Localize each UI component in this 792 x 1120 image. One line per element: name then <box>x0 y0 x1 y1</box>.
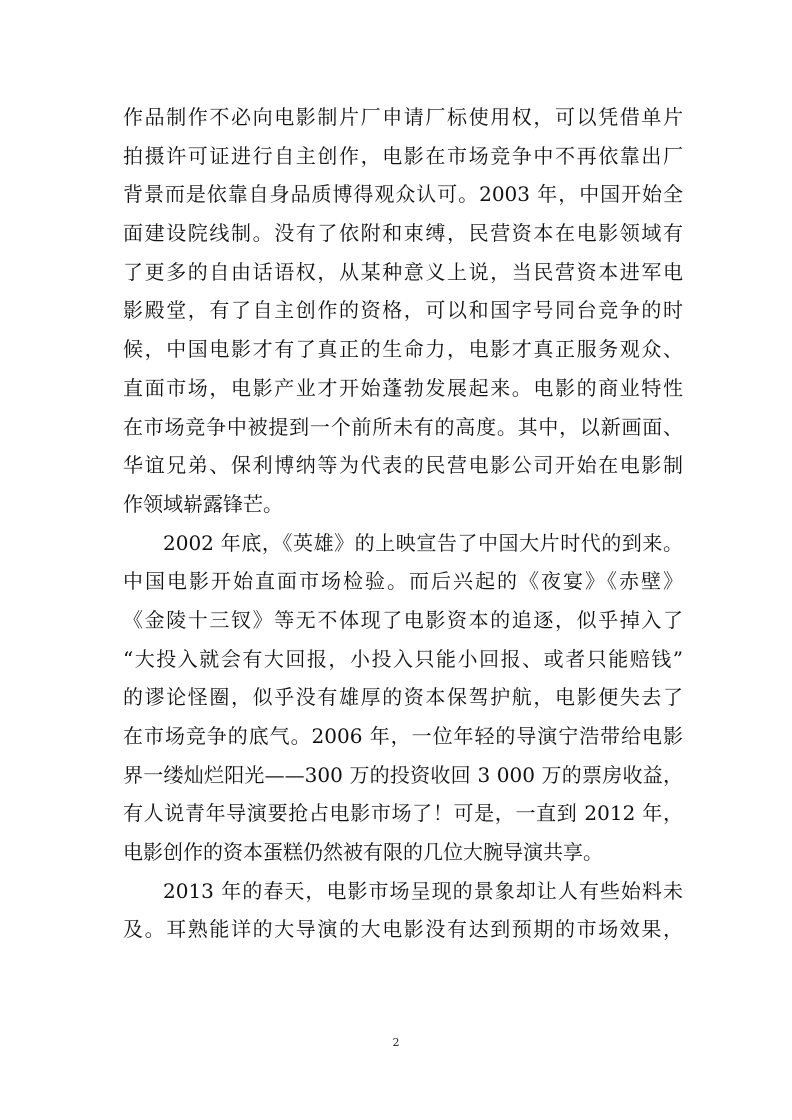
text-line: 作品制作不必向电影制片厂申请厂标使用权，可以凭借单片 <box>123 105 683 129</box>
text-line: 了更多的自由话语权，从某种意义上说，当民营资本进军电 <box>123 259 683 284</box>
text-line: 在市场竞争的底气。2006 年，一位年轻的导演宁浩带给电影 <box>123 724 683 748</box>
text-line: 界一缕灿烂阳光——300 万的投资收回 3 000 万的票房收益， <box>123 762 683 787</box>
text-line: 直面市场，电影产业才开始蓬勃发展起来。电影的商业特性 <box>123 375 683 400</box>
text-line: “大投入就会有大回报，小投入只能小回报、或者只能赔钱” <box>123 646 683 671</box>
text-line: 面建设院线制。没有了依附和束缚，民营资本在电影领域有 <box>123 221 683 246</box>
text-line: 背景而是依靠自身品质博得观众认可。2003 年，中国开始全 <box>123 182 683 207</box>
text-line: 影殿堂，有了自主创作的资格，可以和国字号同台竞争的时 <box>123 298 683 323</box>
paragraph-start-line: 2013 年的春天，电影市场呈现的景象却让人有些始料未 <box>163 878 683 903</box>
text-line: 候，中国电影才有了真正的生命力，电影才真正服务观众、 <box>123 337 683 362</box>
page-number: 2 <box>392 1036 400 1049</box>
text-line: 有人说青年导演要抢占电影市场了！可是，一直到 2012 年， <box>123 801 683 826</box>
text-line: 电影创作的资本蛋糕仍然被有限的几位大腕导演共享。 <box>123 840 603 865</box>
text-line: 作领域崭露锋芒。 <box>123 491 283 516</box>
text-line: 在市场竞争中被提到一个前所未有的高度。其中，以新画面、 <box>123 414 683 439</box>
text-line: 中国电影开始直面市场检验。而后兴起的《夜宴》《赤壁》 <box>123 569 683 594</box>
body-text <box>123 98 683 949</box>
text-line: 拍摄许可证进行自主创作，电影在市场竞争中不再依靠出厂 <box>123 143 683 168</box>
text-line: 的谬论怪圈，似乎没有雄厚的资本保驾护航，电影便失去了 <box>123 685 683 710</box>
text-line: 《金陵十三钗》等无不体现了电影资本的追逐，似乎掉入了 <box>123 607 683 632</box>
text-line: 及。耳熟能详的大导演的大电影没有达到预期的市场效果， <box>123 917 683 942</box>
paragraph-start-line: 2002 年底，《英雄》的上映宣告了中国大片时代的到来。 <box>163 530 683 555</box>
text-line: 华谊兄弟、保利博纳等为代表的民营电影公司开始在电影制 <box>123 453 683 478</box>
